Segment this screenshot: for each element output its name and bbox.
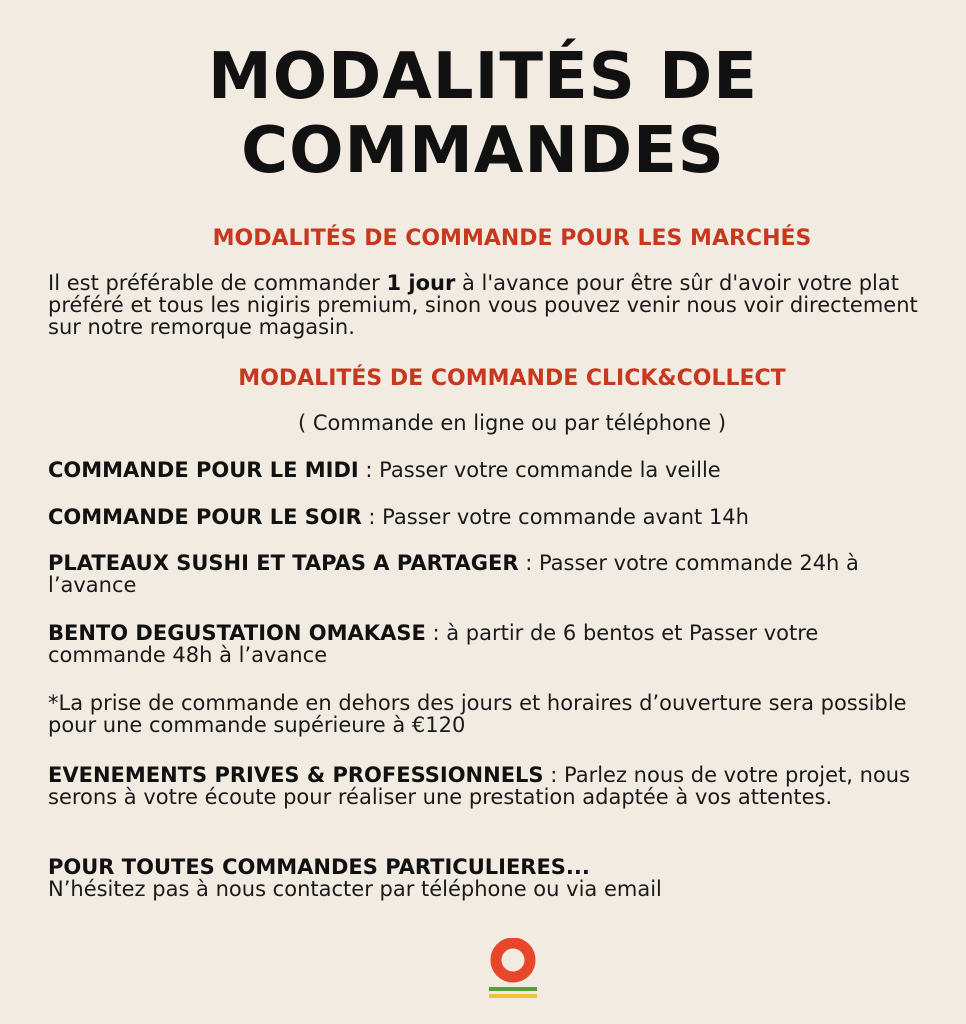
special-paragraph xyxy=(48,856,928,900)
special-text: N’hésitez pas à nous contacter par téléphone ou via email xyxy=(48,877,662,901)
brand-logo xyxy=(488,938,538,1004)
page-title-line-2: COMMANDES xyxy=(241,114,725,188)
markets-text-after: à l'avance pour être sûr d'avoir votre plat préféré et tous les nigiris premium, sinon vous pouvez venir nous voir directement sur notre remorque magasin. xyxy=(48,271,918,339)
logo-bar-green xyxy=(489,987,537,991)
events-text: : Parlez nous de votre projet, nous serons à votre écoute pour réaliser une prestation adaptée à vos attentes. xyxy=(48,763,911,809)
special-label: POUR TOUTES COMMANDES PARTICULIERES... xyxy=(48,855,590,879)
item-bento-label: BENTO DEGUSTATION OMAKASE xyxy=(48,621,426,645)
click-collect-heading: MODALITÉS DE COMMANDE CLICK&COLLECT xyxy=(238,366,786,391)
click-collect-subtitle: ( Commande en ligne ou par téléphone ) xyxy=(297,411,727,435)
page-title-line-1: MODALITÉS DE xyxy=(208,40,758,114)
item-plateaux xyxy=(48,552,928,596)
item-soir xyxy=(48,506,928,528)
item-midi-label: COMMANDE POUR LE MIDI xyxy=(48,458,359,482)
item-bento xyxy=(48,622,928,666)
item-plateaux-label: PLATEAUX SUSHI ET TAPAS A PARTAGER xyxy=(48,551,519,575)
item-midi-text: : Passer votre commande la veille xyxy=(358,458,721,482)
page-title xyxy=(0,40,966,188)
item-bento-text: : à partir de 6 bentos et Passer votre commande 48h à l’avance xyxy=(48,621,819,667)
markets-text-before: Il est préférable de commander xyxy=(48,271,387,295)
events-label: EVENEMENTS PRIVES & PROFESSIONNELS xyxy=(48,763,544,787)
item-soir-text: : Passer votre commande avant 14h xyxy=(361,505,749,529)
logo-bar-yellow xyxy=(489,994,537,998)
markets-paragraph xyxy=(48,272,928,338)
logo-ring xyxy=(496,943,530,977)
item-soir-label: COMMANDE POUR LE SOIR xyxy=(48,505,362,529)
order-note: *La prise de commande en dehors des jours et horaires d’ouverture sera possible pour une commande supérieure à €120 xyxy=(48,691,907,737)
item-midi xyxy=(48,459,928,481)
item-plateaux-text: : Passer votre commande 24h à l’avance xyxy=(48,551,859,597)
events-paragraph xyxy=(48,764,928,808)
markets-text-bold: 1 jour xyxy=(386,271,456,295)
markets-heading: MODALITÉS DE COMMANDE POUR LES MARCHÉS xyxy=(212,226,812,251)
